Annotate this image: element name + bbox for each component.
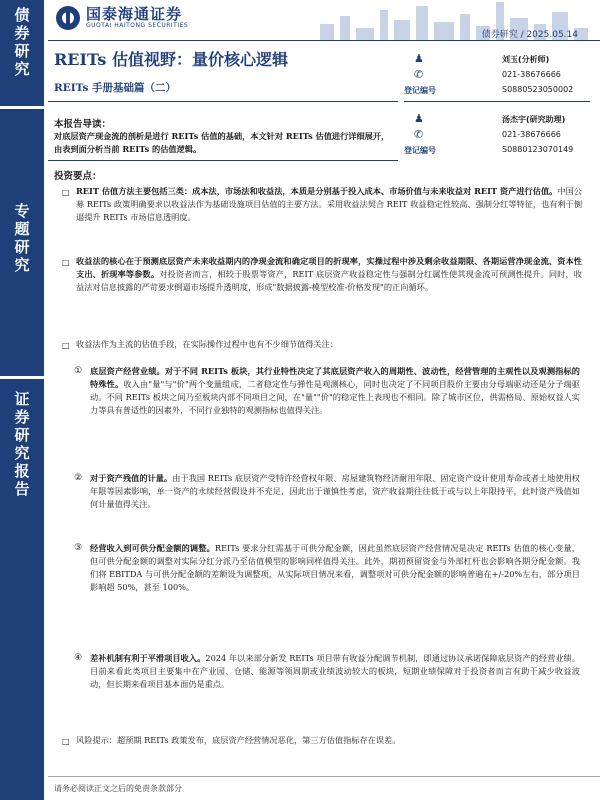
bullet-text: 对投资者而言，相较于股票等资产，REIT 底层资产收益稳定性与强制分红属性使其现金流可预测性提升。同时，收益法对信息披露的严苛要求倒逼市场提升透明度，形成"数据披露-模型校准-价格发现"的正向循环。 <box>76 269 582 292</box>
header-rule <box>48 40 600 41</box>
subtitle-rule <box>48 101 398 102</box>
disclaimer-footer: 请务必阅读正文之后的免责条款部分 <box>54 784 182 793</box>
logo-english-name: GUOTAI HAITONG SECURITIES <box>86 22 189 29</box>
sidebar-divider <box>0 106 44 109</box>
numbered-item <box>74 365 580 417</box>
numbered-bold-text: 经营收入到可供分配金额的调整。 <box>90 543 215 553</box>
sidebar-divider <box>0 376 44 379</box>
analyst-rule <box>404 101 590 102</box>
bullet-square-icon: □ <box>62 258 70 267</box>
registration-number: S0880123070149 <box>502 145 574 154</box>
numbered-text: 由于我国 REITs 底层资产受特许经营权年限、房屋建筑物经济耐用年限、固定资产设计使用寿命或者土地使用权年限等因素影响，单一资产的永续经营假设并不充足，因此出于谨慎性考虑，资产收益期往往低于或与以上年限持平，此时资产残值如何计量值得关注。 <box>90 473 580 509</box>
sidebar-char: 券 <box>14 408 30 426</box>
report-title: REITs 估值视野：量价核心逻辑 <box>54 50 288 69</box>
bullet-bold-text: REIT 估值方法主要包括三类：成本法，市场法和收益法，本质是分别基于投入成本、市场价值与未来收益对 REIT 资产进行估值。 <box>76 186 558 196</box>
risk-warning <box>62 734 582 747</box>
sidebar-char: 研 <box>14 42 30 60</box>
bullet-item <box>62 185 582 224</box>
numbered-text: REITs 要求分红需基于可供分配金额，因此虽然底层资产经营情况是决定 REITs 估值的核心变量，但可供分配金额的调整对实际分红分派乃至估值模型的影响同样值得关注。此外，期初预留资金与外部杠杆也会影响各期分配金额。我们将 EBITDA 与可供分配金额的差额设为调整项，从实际项目情况来看，调整项对可供分配金额的影响普遍在+/-20%左右，部分项目影响超 50%，甚至 100%。 <box>90 543 580 592</box>
numbered-bold-text: 底层资产经营业绩。对于不同 REITs 板块，其行业特性决定了其底层资产收入的周期性、波动性，经营管理的主观性以及观测指标的特殊性。 <box>90 366 580 389</box>
sidebar-char: 告 <box>14 480 30 498</box>
sidebar-char: 究 <box>14 60 30 78</box>
numbered-item <box>74 542 580 594</box>
sidebar-char: 研 <box>14 238 30 256</box>
phone-icon: ✆ <box>414 68 424 81</box>
analyst-phone: 021-38676666 <box>502 130 561 139</box>
registration-label: 登记编号 <box>404 146 436 155</box>
sidebar-char: 证 <box>14 390 30 408</box>
numbered-bold-text: 差补机制有利于平滑项目收入。 <box>90 653 206 663</box>
bullet-text: 中国公募 REITs 政策明确要求以收益法作为基础设施项目估值的主要方法。采用收益法契合 REIT 收益稳定性较高、强制分红等特征，也有利于倒逼提升 REITs 市场信息透明度。 <box>76 186 583 222</box>
sidebar-char: 专 <box>14 202 30 220</box>
bullet-square-icon: □ <box>62 341 70 350</box>
circled-number: ③ <box>74 543 83 553</box>
bullet-text: 收益法作为主流的估值手段，在实际操作过程中也有不少细节值得关注： <box>76 339 339 349</box>
logo-chinese-name: 国泰海通证券 <box>86 5 183 23</box>
company-logo <box>56 6 188 30</box>
sidebar-char: 研 <box>14 426 30 444</box>
sidebar-section-topic-research <box>0 202 44 274</box>
left-sidebar <box>0 0 44 800</box>
numbered-text: 收入由"量"与"价"两个变量组成，二者稳定性与弹性是观测核心，同时也决定了不同项目股价主要由分母端驱动还是分子端驱动。不同 REITs 板块之间乃至板块内部不同项目之间，在"量""价"的稳定性上表现也不相同。除了城市区位，供需格局、原始权益人实力等具有普适性的因素外，不同行业独特的观测指标也值得关注。 <box>90 379 580 415</box>
numbered-item <box>74 652 580 691</box>
sidebar-char: 报 <box>14 462 30 480</box>
risk-text: 风险提示：超预期 REITs 政策发布，底层资产经营情况恶化，第三方估值指标存在误差。 <box>76 735 401 745</box>
logo-mark-icon <box>56 6 80 30</box>
investment-points-heading: 投资要点： <box>54 171 102 182</box>
numbered-bold-text: 对于资产残值的计量。 <box>90 473 173 483</box>
report-category-date: 债券研究 / 2025.05.14 <box>481 30 578 40</box>
sidebar-char: 券 <box>14 24 30 42</box>
guide-text: 对底层资产现金流的剖析是进行 REITs 估值的基础，本文针对 REITs 估值进行详细展开，由表到面分析当前 REITs 的估值逻辑。 <box>54 131 390 154</box>
numbered-text: 2024 年以来部分新发 REITs 项目带有收益分配调节机制，即通过协议承诺保障底层资产的经营业绩。目前来看此类项目主要集中在产业园、仓储、能源等领周期或业绩波动较大的板块，短期业绩保障对于投资者而言有助于减少收益波动，但长期来看项目基本面仍是重点。 <box>90 653 580 689</box>
sidebar-section-bond-research <box>0 6 44 78</box>
sidebar-section-securities-report <box>0 390 44 498</box>
person-icon: ♟ <box>414 112 424 125</box>
analyst-name: 汤杰宇(研究助理) <box>502 115 566 124</box>
bullet-square-icon: □ <box>62 188 70 197</box>
analyst-name: 刘玉(分析师) <box>502 55 550 64</box>
sidebar-char: 究 <box>14 444 30 462</box>
guide-heading: 本报告导读： <box>54 119 112 130</box>
numbered-item <box>74 472 580 511</box>
bullet-square-icon: □ <box>62 737 70 746</box>
bullet-item <box>62 255 582 294</box>
analyst-phone: 021-38676666 <box>502 70 561 79</box>
footer-rule <box>48 776 600 777</box>
registration-label: 登记编号 <box>404 86 436 95</box>
bullet-item <box>62 338 582 351</box>
guide-rule <box>48 160 398 161</box>
circled-number: ② <box>74 473 83 483</box>
person-icon: ♟ <box>414 52 424 65</box>
sidebar-char: 究 <box>14 256 30 274</box>
sidebar-char: 债 <box>14 6 30 24</box>
phone-icon: ✆ <box>414 128 424 141</box>
circled-number: ④ <box>74 653 83 663</box>
bullet-bold-text: 收益法的核心在于预测底层资产未来收益期内的净现金流和确定项目的折现率，实操过程中涉及剩余收益期限、各期运营净现金流、资本性支出、折现率等参数。 <box>76 256 582 279</box>
circled-number: ① <box>74 366 83 376</box>
sidebar-char: 题 <box>14 220 30 238</box>
registration-number: S0880523050002 <box>502 85 574 94</box>
report-subtitle: REITs 手册基础篇（二） <box>54 82 177 94</box>
